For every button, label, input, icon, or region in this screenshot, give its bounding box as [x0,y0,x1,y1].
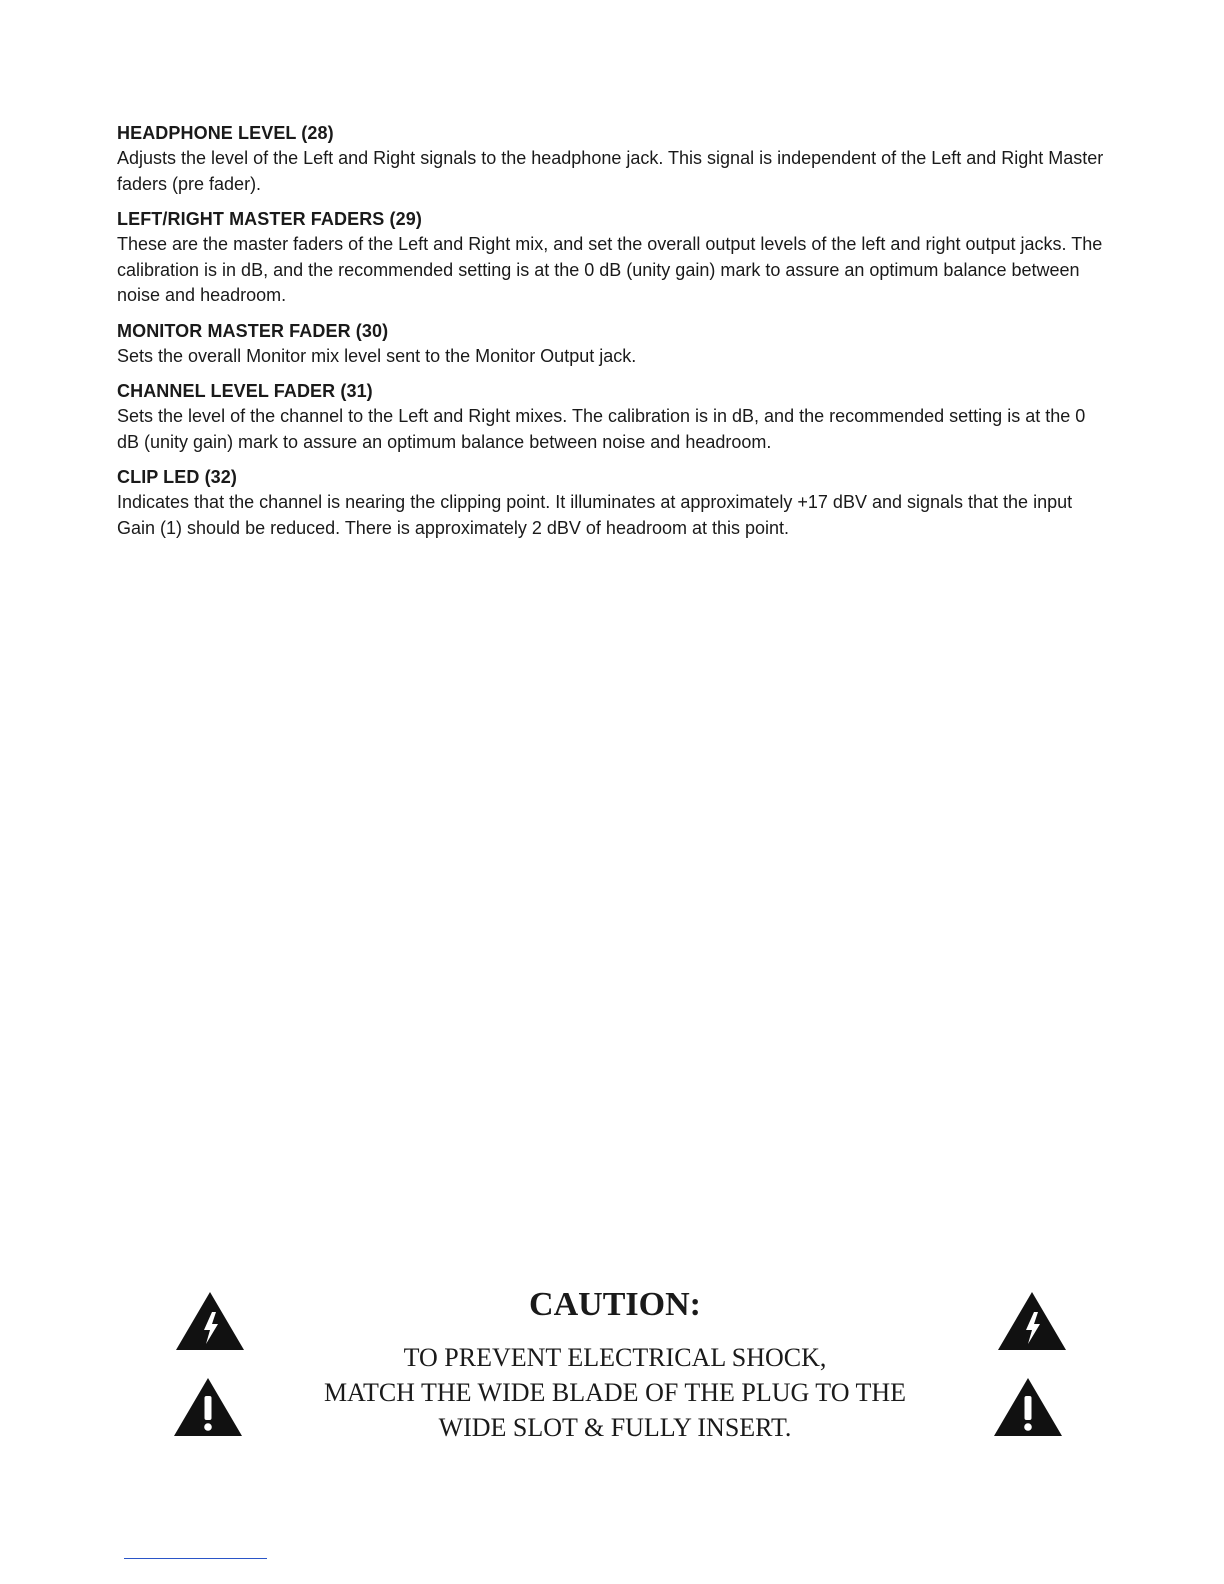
caution-line-2: MATCH THE WIDE BLADE OF THE PLUG TO THE [323,1378,907,1407]
section-body: Sets the level of the channel to the Left and Right mixes. The calibration is in dB, and the recommended setting is at the 0 dB (unity gain) mark to assure an optimum balance between noise and headroom. [117,406,1086,452]
section-heading: LEFT/RIGHT MASTER FADERS (29) [117,209,422,229]
caution-line-1: TO PREVENT ELECTRICAL SHOCK, [403,1343,827,1372]
caution-block [150,1282,1080,1452]
caution-text [150,1340,1080,1445]
section-heading: HEADPHONE LEVEL (28) [117,123,334,143]
section-channel-level-fader [117,378,1107,455]
section-body: These are the master faders of the Left and Right mix, and set the overall output levels of the left and right output jacks. The calibration is in dB, and the recommended setting is at the 0 dB (unity gain) mark to assure an optimum balance between noise and headroom. [117,234,1103,305]
section-body: Adjusts the level of the Left and Right signals to the headphone jack. This signal is independent of the Left and Right Master faders (pre fader). [117,148,1104,194]
section-headphone-level [117,120,1107,197]
footer-divider [124,1558,267,1559]
caution-line-3: WIDE SLOT & FULLY INSERT. [438,1413,792,1442]
caution-title: CAUTION: [529,1286,701,1323]
section-heading: CLIP LED (32) [117,467,237,487]
manual-content [117,120,1107,550]
section-heading: MONITOR MASTER FADER (30) [117,320,389,341]
section-body: Sets the overall Monitor mix level sent to the Monitor Output jack. [117,345,637,366]
section-heading: CHANNEL LEVEL FADER (31) [117,381,373,401]
section-clip-led [117,464,1107,541]
section-body: Indicates that the channel is nearing the clipping point. It illuminates at approximately +17 dBV and signals that the input Gain (1) should be reduced. There is approximately 2 dBV of headroom at this point. [117,492,1073,538]
section-left-right-master-faders [117,206,1107,309]
section-monitor-master-fader [117,318,1107,370]
